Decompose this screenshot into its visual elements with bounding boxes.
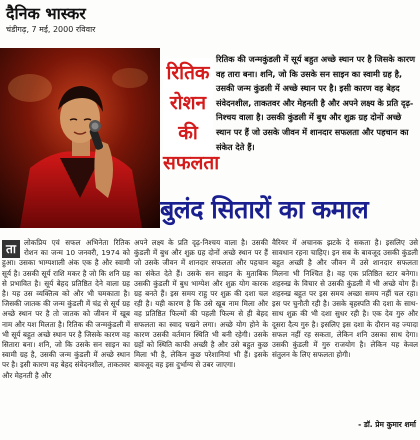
newspaper-logo: दैनिक भास्कर <box>6 4 86 23</box>
column-2-text: अपने लक्ष्य के प्रति दृढ़-निश्चय वाला है। उसकी कुंडली में बुध और शुक्र ग्रह दोनों अच्छे स्थान पर हैं जो उसके जीवन में शानदार सफलता और पहचान का संकेत देते हैं। उसके सन साइन के मुताबिक उसकी कुंडली में बुध भाग्येश और शुक्र योग कारक ग्रह बनते हैं। इस समय राहु पर शुक्र की दशा चल रही है। यही कारण है कि उसे खूब नाम मिला और वह प्रतिष्ठित फिल्मों की पहली फिल्म से ही बेहद सफलता का स्वाद चखने लगा। अच्छे योग होने के कारण उसकी वर्तमान स्थिति भी बनी रहेगी। उसके ग्रहों को स्थिति काफी अच्छी है और उसे बहुत कुछ मिला भी है, लेकिन कुछ परेशानियां भी हैं। इसके बावजूद वह इस दुर्भाग्य से उबर जाएगा। <box>134 238 268 370</box>
singer-photo <box>0 48 160 228</box>
side-headline-line: रितिक <box>166 62 210 84</box>
masthead <box>4 2 304 36</box>
article-title: बुलंद सितारों का कमाल <box>160 195 369 224</box>
dateline: चंडीगढ़, 7 मई, 2000 रविवार <box>6 25 96 34</box>
author-byline: - डॉ. प्रेम कुमार शर्मा <box>354 420 416 430</box>
column-3-text: वैरियर में अचानक झटके दे सकता है। इसलिए उसे सावधान रहना चाहिए। इन सब के बावजूद उसकी कुंडली बहुत अच्छी है और जीवन में उसे शानदार सफलता मिलना भी निश्चित है। वह एक प्रतिष्ठित स्टार बनेगा। शहरुख के विचार से उसकी कुंडली में भी अच्छे योग हैं। शहरुख बहुत पर इस समय अच्छा समय नहीं चल रहा। इस पर चुनौती रही है। उसके बृहस्पति की दशा के साथ-साथ शुक्र की भी दशा सुधर रही है। एक देव गुरु और दूसरा दैत्य गुरु है। इसलिए इस दशा के दौरान वह ज्यादा सफल नहीं रह सकता, लेकिन शनि उसका साथ देगा। उसकी कुंडली में गुरु राजयोग है। लेकिन यह केवल संतुलन के लिए सफलता होगी। <box>272 238 418 360</box>
drop-cap-icon: ता <box>2 240 20 258</box>
side-headline-line: सफलता <box>163 152 220 174</box>
side-headline <box>163 58 220 174</box>
intro-paragraph <box>216 52 418 156</box>
singer-photo-illustration <box>0 48 160 228</box>
side-headline-line: की <box>178 122 198 144</box>
column-1-text: लोकप्रिय एवं सफल अभिनेता रितिक रोशन का जन्म 10 जनवरी, 1974 को हुआ। उसका भाग्यशाली अंक एक है और स्वामी सूर्य है। उसकी सूर्य राशि मकर है जो कि शनि ग्रह से प्रभावित है। सूर्य बेहद प्रतिष्ठित देने वाला ग्रह है। यह उस व्यक्तित्व को और भी चमकाता है। जिसकी जातक की जन्म कुंडली में चंद्र से सूर्य ग्रह अच्छे स्थान पर है तो जातक को जीवन में खूब नाम और यश मिलता है। रितिक की जन्मकुंडली में भी सूर्य बहुत अच्छे स्थान पर है जिसके कारण वह सितारा बना। शनि, जो कि उसके सन साइन का स्वामी ग्रह है, उसकी जन्म कुंडली में अच्छे स्थान पर है। इसी कारण वह बेहद संवेदनशील, ताकतवर और मेहनती है और <box>2 238 130 380</box>
article-column-1 <box>2 238 130 434</box>
intro-text: रितिक की जन्मकुंडली में सूर्य बहुत अच्छे स्थान पर है जिसके कारण वह तारा बना। शनि, जो कि उसके सन साइन का स्वामी ग्रह है, उसकी जन्म कुंडली में अच्छे स्थान पर है। इसी कारण वह बेहद संवेदनशील, ताकतवर और मेहनती है और अपने लक्ष्य के प्रति दृढ़-निश्चय वाला है। उसकी कुंडली में बुध और शुक्र ग्रह दोनों अच्छे स्थान पर हैं जो उसके जीवन में शानदार सफलता और पहचान का संकेत देते हैं। <box>216 54 416 152</box>
article-column-2 <box>134 238 268 434</box>
article-column-3 <box>272 238 418 434</box>
side-headline-line: रोशन <box>169 92 207 114</box>
